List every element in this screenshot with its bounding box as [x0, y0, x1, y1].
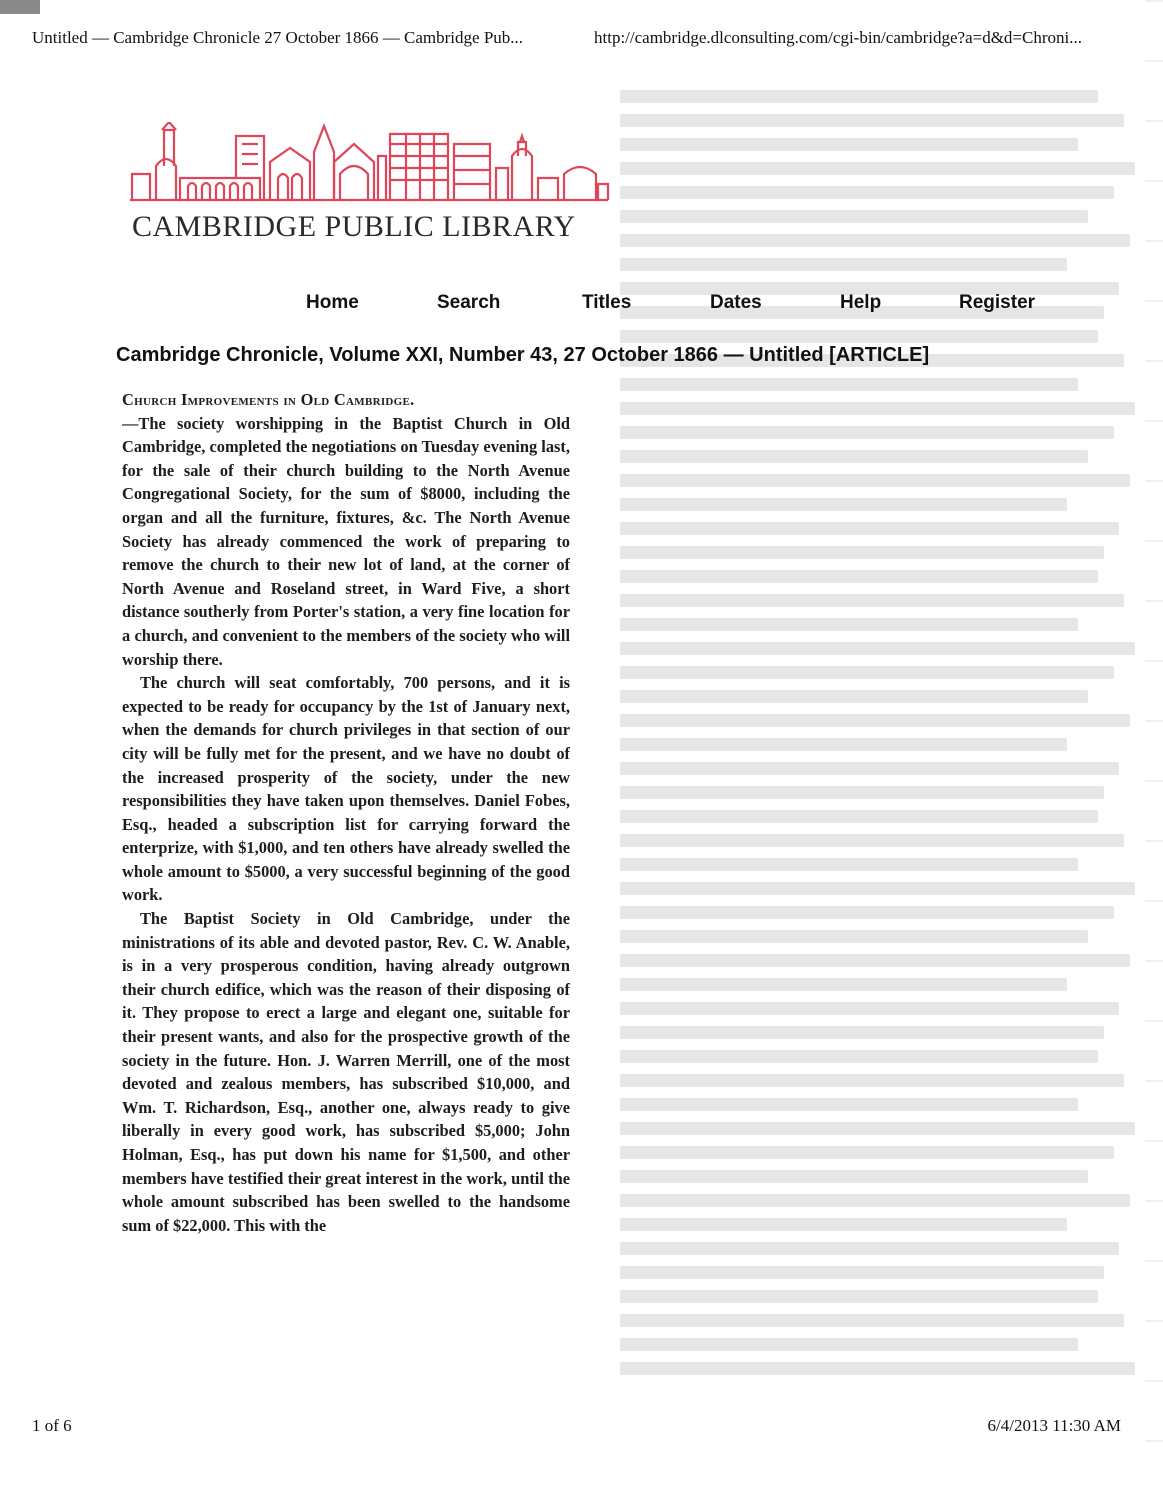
bleed-line — [620, 858, 1078, 871]
bleed-line — [620, 786, 1104, 799]
bleed-line — [620, 1266, 1104, 1279]
bleed-line — [620, 1338, 1078, 1351]
page-title: Cambridge Chronicle, Volume XXI, Number 43, 27 October 1866 — Untitled [ARTICLE] — [116, 344, 930, 366]
nav-dates[interactable]: Dates — [710, 292, 762, 313]
bleed-line — [620, 1242, 1119, 1255]
bleed-line — [620, 138, 1078, 151]
bleed-line — [620, 450, 1088, 463]
bleed-line — [620, 930, 1088, 943]
library-name: CAMBRIDGE PUBLIC LIBRARY — [132, 210, 576, 243]
bleed-line — [620, 690, 1088, 703]
bleed-line — [620, 1098, 1078, 1111]
bleed-line — [620, 114, 1124, 127]
bleed-line — [620, 906, 1114, 919]
nav-help[interactable]: Help — [840, 292, 882, 313]
bleed-line — [620, 498, 1067, 511]
bleed-through-text — [620, 90, 1140, 1390]
print-header — [32, 28, 1133, 54]
page-count: 1 of 6 — [32, 1416, 72, 1435]
article-headline: Church Improvements in Old Cambridge. — [122, 390, 415, 409]
bleed-line — [620, 1122, 1135, 1135]
bleed-line — [620, 474, 1130, 487]
article-paragraph-1 — [122, 388, 570, 671]
bleed-line — [620, 234, 1130, 247]
bleed-line — [620, 834, 1124, 847]
bleed-line — [620, 1026, 1104, 1039]
bleed-line — [620, 1002, 1119, 1015]
bleed-line — [620, 738, 1067, 751]
bleed-line — [620, 546, 1104, 559]
bleed-line — [620, 594, 1124, 607]
bleed-line — [620, 570, 1098, 583]
bleed-line — [620, 426, 1114, 439]
nav-search[interactable]: Search — [437, 292, 501, 313]
bleed-line — [620, 1050, 1098, 1063]
main-nav — [300, 292, 1050, 320]
print-footer — [32, 1416, 1121, 1438]
bleed-line — [620, 1218, 1067, 1231]
bleed-line — [620, 714, 1130, 727]
bleed-line — [620, 1074, 1124, 1087]
article-paragraph-2: The church will seat comfortably, 700 persons, and it is expected to be ready for occupancy by the 1st of January next, when the demands for church privileges in that section of our city will be fully met for the present, and we have no doubt of the increased prosperity of the society, under the new responsibilities they have taken upon themselves. Daniel Fobes, Esq., headed a subscription list for carrying forward the enterprize, with $1,000, and ten others have already swelled the whole amount to $5000, a very successful beginning of the good work. — [122, 673, 570, 905]
bleed-line — [620, 810, 1098, 823]
bleed-line — [620, 522, 1119, 535]
scan-edge-artifact — [1145, 0, 1163, 1500]
nav-home[interactable]: Home — [306, 292, 359, 313]
bleed-line — [620, 978, 1067, 991]
bleed-line — [620, 882, 1135, 895]
bleed-line — [620, 330, 1098, 343]
bleed-line — [620, 642, 1135, 655]
print-header-url: http://cambridge.dlconsulting.com/cgi-bin/cambridge?a=d&d=Chroni... — [594, 28, 1082, 47]
bleed-line — [620, 666, 1114, 679]
bleed-line — [620, 1146, 1114, 1159]
print-datetime: 6/4/2013 11:30 AM — [987, 1416, 1121, 1435]
bleed-line — [620, 1314, 1124, 1327]
print-header-title: Untitled — Cambridge Chronicle 27 October 1866 — Cambridge Pub... — [32, 28, 524, 47]
bleed-line — [620, 378, 1078, 391]
nav-titles[interactable]: Titles — [582, 292, 632, 313]
bleed-line — [620, 402, 1135, 415]
bleed-line — [620, 1362, 1135, 1375]
bleed-line — [620, 762, 1119, 775]
skyline-logo-icon — [128, 122, 610, 212]
bleed-line — [620, 954, 1130, 967]
bleed-line — [620, 162, 1135, 175]
article-text — [122, 388, 570, 1406]
bleed-line — [620, 186, 1114, 199]
bleed-line — [620, 1194, 1130, 1207]
bleed-line — [620, 1170, 1088, 1183]
bleed-line — [620, 210, 1088, 223]
bleed-line — [620, 1290, 1098, 1303]
nav-register[interactable]: Register — [959, 292, 1036, 313]
bleed-line — [620, 258, 1067, 271]
article-p1-text: —The society worshipping in the Baptist Church in Old Cambridge, completed the negotiations on Tuesday evening last, for the sale of their church building to the North Avenue Congregational Society, for the sum of $8000, including the organ and all the furniture, fixtures, &c. The North Avenue Society has already commenced the work of preparing to remove the church to their new lot of land, at the corner of North Avenue and Roseland street, in Ward Five, a short distance southerly from Porter's station, a very fine location for a church, and convenient to the members of the society who will worship there. — [122, 413, 570, 669]
scan-artifact — [0, 0, 40, 14]
article-paragraph-3: The Baptist Society in Old Cambridge, under the ministrations of its able and devoted pastor, Rev. C. W. Anable, is in a very prosperous condition, having already outgrown their church edifice, which was the reason of their disposing of it. They propose to erect a large and elegant one, suitable for their present wants, and also for the prospective growth of the society in the future. Hon. J. Warren Merrill, one of the most devoted and zealous members, has subscribed $10,000, and Wm. T. Richardson, Esq., another one, always ready to give liberally in every good work, has subscribed $5,000; John Holman, Esq., has put down his name for $1,500, and other members have testified their great interest in the work, until the whole amount subscribed has been swelled to the handsome sum of $22,000. This with the — [122, 909, 570, 1235]
bleed-line — [620, 618, 1078, 631]
bleed-line — [620, 90, 1098, 103]
